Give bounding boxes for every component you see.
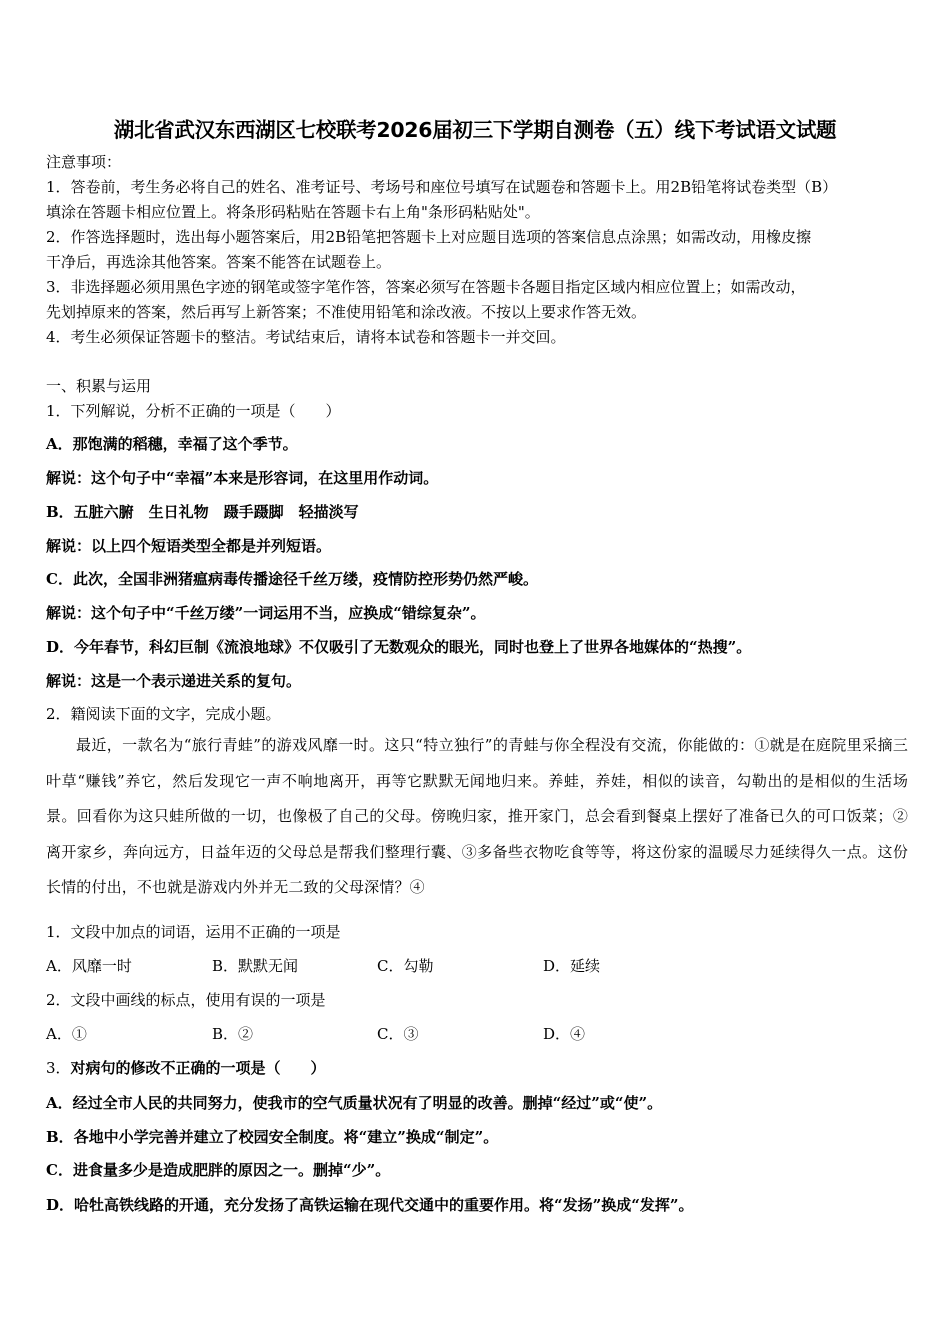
notice-line: 1．答卷前，考生务必将自己的姓名、准考证号、考场号和座位号填写在试题卷和答题卡上。用2B铅笔将试卷类型（B）: [46, 178, 838, 196]
q1-option-c: C．此次，全国非洲猪瘟病毒传播途径千丝万缕，疫情防控形势仍然严峻。: [46, 570, 538, 588]
q3-option-b: B．各地中小学完善并建立了校园安全制度。将“建立”换成“制定”。: [46, 1128, 499, 1146]
reading-passage: 最近，一款名为“旅行青蛙”的游戏风靡一时。这只“特立独行”的青蛙与你全程没有交流，你能做的：①就是在庭院里采摘三叶草“赚钱”养它，然后发现它一声不响地离开，再等它默默无闻地归来。养蛙，养娃，相似的读音，勾勒出的是相似的生活场景。回看你为这只蛙所做的一切，也像极了自己的父母。傍晚归家，推开家门，总会看到餐桌上摆好了准备已久的可口饭菜；②离开家乡，奔向远方，日益年迈的父母总是帮我们整理行囊、③多备些衣物吃食等等，将这份家的温暖尽力延续得久一点。这份长情的付出，不也就是游戏内外并无二致的父母深情？④: [46, 736, 908, 896]
q1-option-a: A．那饱满的稻穗，幸福了这个季节。: [46, 435, 298, 453]
q2-sub2-stem: 2．文段中画线的标点，使用有误的一项是: [46, 991, 326, 1009]
q1-explanation-a: 解说：这个句子中“幸福”本来是形容词，在这里用作动词。: [46, 469, 439, 487]
notice-line: 干净后，再选涂其他答案。答案不能答在试题卷上。: [46, 253, 392, 271]
q3-option-a: A．经过全市人民的共同努力，使我市的空气质量状况有了明显的改善。删掉“经过”或“使”。: [46, 1094, 663, 1112]
q1-explanation-d: 解说：这是一个表示递进关系的复句。: [46, 672, 302, 690]
q3-option-d: D．哈牡高铁线路的开通，充分发扬了高铁运输在现代交通中的重要作用。将“发扬”换成“发挥”。: [46, 1196, 694, 1214]
notice-line: 先划掉原来的答案，然后再写上新答案；不准使用铅笔和涂改液。不按以上要求作答无效。: [46, 303, 647, 321]
notice-line: 3．非选择题必须用黑色字迹的钢笔或签字笔作答，答案必须写在答题卡各题目指定区域内相应位置上；如需改动，: [46, 278, 806, 296]
q2-sub1-option-b: B．默默无闻: [212, 957, 299, 975]
q2-sub1-option-d: D．延续: [543, 957, 601, 975]
q3-stem-text: 对病句的修改不正确的一项是（ ）: [70, 1059, 326, 1077]
q2-sub1-option-a: A．风靡一时: [46, 957, 132, 975]
q3-number: 3．: [46, 1059, 71, 1077]
question-2-stem: 2．籍阅读下面的文字，完成小题。: [46, 705, 281, 723]
q1-explanation-b: 解说：以上四个短语类型全都是并列短语。: [46, 537, 332, 555]
q2-sub1-option-c: C．勾勒: [377, 957, 434, 975]
q1-explanation-c: 解说：这个句子中“千丝万缕”一词运用不当，应换成“错综复杂”。: [46, 604, 486, 622]
notice-heading: 注意事项：: [46, 153, 122, 171]
q2-sub2-option-c: C．③: [377, 1025, 419, 1043]
notice-line: 2．作答选择题时，选出每小题答案后，用2B铅笔把答题卡上对应题目选项的答案信息点涂黑；如需改动，用橡皮擦: [46, 228, 812, 246]
q2-sub2-option-d: D．④: [543, 1025, 586, 1043]
q2-sub1-stem: 1．文段中加点的词语，运用不正确的一项是: [46, 923, 341, 941]
question-1-stem: 1．下列解说，分析不正确的一项是（ ）: [46, 402, 341, 420]
section-heading: 一、积累与运用: [46, 377, 152, 395]
notice-line: 填涂在答题卡相应位置上。将条形码粘贴在答题卡右上角"条形码粘贴处"。: [46, 203, 540, 221]
question-3-stem: [46, 1058, 326, 1078]
q1-option-b: B．五脏六腑 生日礼物 蹑手蹑脚 轻描淡写: [46, 503, 359, 521]
notice-line: 4．考生必须保证答题卡的整洁。考试结束后，请将本试卷和答题卡一并交回。: [46, 328, 566, 346]
q2-sub2-option-a: A．①: [46, 1025, 87, 1043]
q2-sub2-option-b: B．②: [212, 1025, 254, 1043]
page-title: 湖北省武汉东西湖区七校联考2026届初三下学期自测卷（五）线下考试语文试题: [113, 118, 837, 142]
q1-option-d: D．今年春节，科幻巨制《流浪地球》不仅吸引了无数观众的眼光，同时也登上了世界各地媒体的“热搜”。: [46, 638, 752, 656]
q3-option-c: C．进食量多少是造成肥胖的原因之一。删掉“少”。: [46, 1161, 391, 1179]
